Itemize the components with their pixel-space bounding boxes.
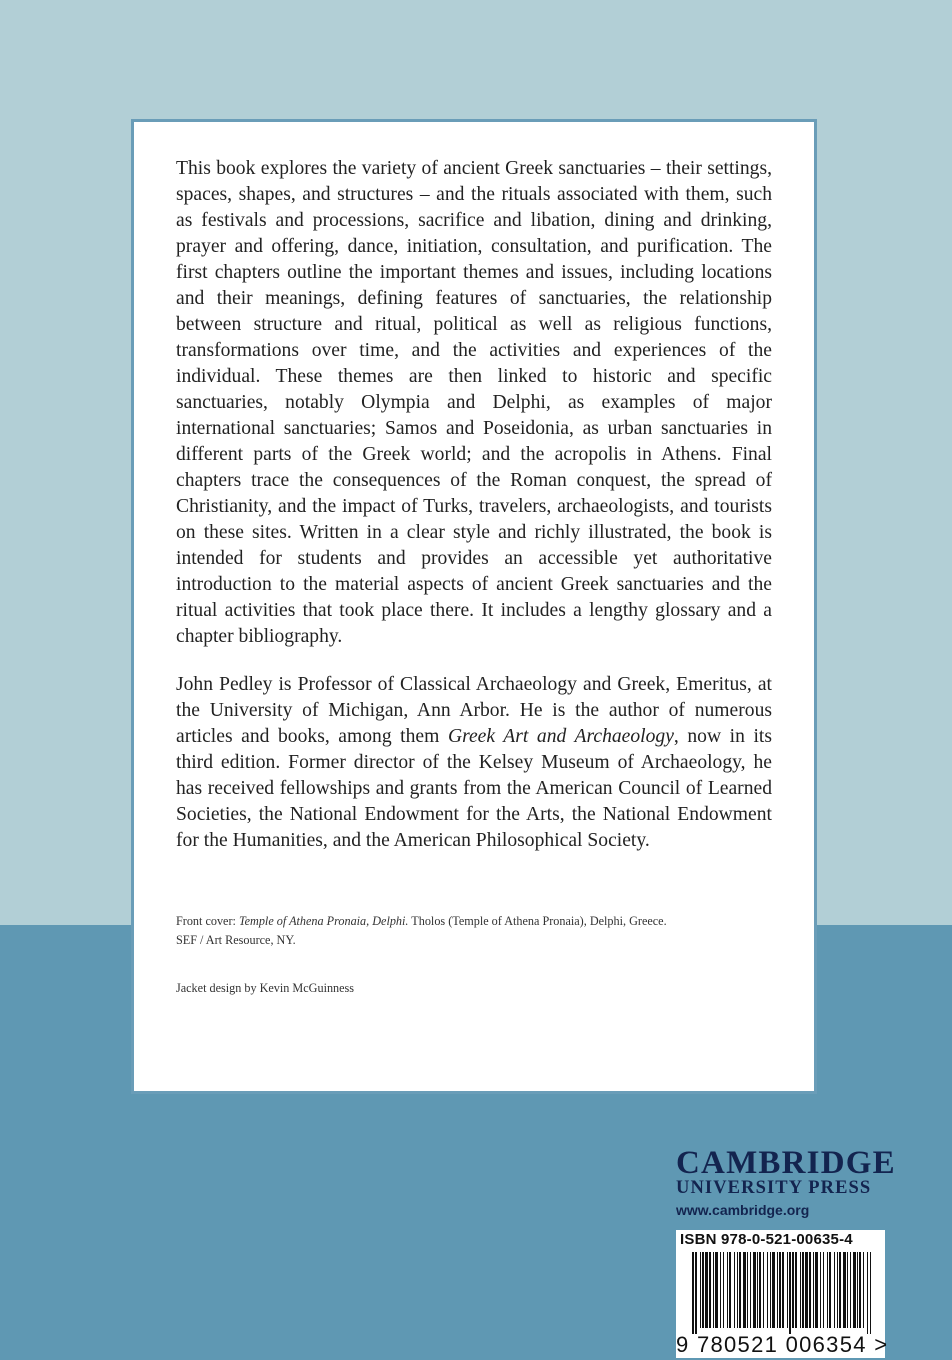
barcode-bar (723, 1252, 724, 1328)
barcode-bar (739, 1252, 741, 1328)
author-book-title: Greek Art and Archaeology (447, 726, 674, 747)
barcode-bar (813, 1252, 814, 1328)
barcode-bar (715, 1252, 718, 1328)
author-bio-text-1: John Pedley is Professor of Classical Archaeology and Greek, Emeritus, at the University of Michigan, Ann Arbor. He is the author of numerous articles and books, among them (176, 674, 772, 747)
barcode-bar (843, 1252, 846, 1328)
jacket-design-credit: Jacket design by Kevin McGuinness (176, 981, 355, 995)
barcode-bar (770, 1252, 771, 1328)
barcode-bar (787, 1252, 788, 1328)
barcode-bar (759, 1252, 761, 1328)
barcode-bar (850, 1252, 851, 1328)
barcode-bar (777, 1252, 778, 1328)
barcode-bar (782, 1252, 784, 1328)
barcode-bar (729, 1252, 731, 1328)
barcode-bar (727, 1252, 728, 1328)
barcode-bar (805, 1252, 808, 1328)
description-paragraph: This book explores the variety of ancient Greek sanctuaries – their settings, spaces, shapes, and structures – and the rituals associated with them, such as festivals and processions, sacrifice and libation, dining and drinking, prayer and offering, dance, initiation, consultation, and purification. The first chapters outline the important themes and issues, including locations and their meanings, defining features of sanctuaries, the relationship between structure and ritual, political as well as religious functions, transformations over time, and the activities and experiences of the individual. These themes are then linked to historic and specific sanctuaries, notably Olympia and Delphi, as examples of major international sanctuaries; Samos and Poseidonia, as urban sanctuaries in different parts of the Greek world; and the acropolis in Athens. Final chapters trace the consequences of the Roman conquest, the spread of Christianity, and the impact of Turks, travelers, archaeologists, and tourists on these sites. Written in a clear style and richly illustrated, the book is intended for students and provides an accessible yet authoritative introduction to the material aspects of ancient Greek sanctuaries and the ritual activities that took place there. It includes a lengthy glossary and a chapter bibliography. (176, 158, 772, 647)
barcode-bar (853, 1252, 856, 1328)
barcode-bar (827, 1252, 828, 1328)
barcode-bar (779, 1252, 781, 1328)
barcode-bar (695, 1252, 697, 1334)
barcode-bar (757, 1252, 758, 1328)
barcode-bar (734, 1252, 735, 1328)
publisher-press: UNIVERSITY PRESS (676, 1178, 872, 1198)
barcode-bar (705, 1252, 708, 1328)
barcode-bar (753, 1252, 756, 1328)
barcode-bar (737, 1252, 738, 1328)
front-cover-credit (176, 912, 776, 950)
barcode-bar (789, 1252, 791, 1334)
barcode-bar (750, 1252, 751, 1328)
barcode-bar (767, 1252, 768, 1328)
barcode-bar (863, 1252, 864, 1328)
barcode-bar (743, 1252, 746, 1328)
barcode-bar (709, 1252, 711, 1328)
barcode-bar (859, 1252, 861, 1328)
barcode-bar (815, 1252, 818, 1328)
book-blurb (176, 156, 772, 854)
barcode-bar (713, 1252, 714, 1328)
barcode-bar (795, 1252, 797, 1328)
front-cover-description: Tholos (Temple of Athena Pronaia), Delphi, Greece. (408, 914, 667, 928)
barcode-digits: 9 780521 006354 > (676, 1332, 889, 1357)
barcode-bar (837, 1252, 838, 1328)
publisher-name: CAMBRIDGE (676, 1145, 896, 1181)
publisher-logo (676, 1145, 896, 1218)
barcode-bar (839, 1252, 841, 1328)
barcode-bar (857, 1252, 858, 1328)
front-cover-source: SEF / Art Resource, NY. (176, 933, 296, 947)
barcode-bar (792, 1252, 794, 1328)
barcode-bar (847, 1252, 848, 1328)
barcode-bar (802, 1252, 804, 1328)
barcode-bar (809, 1252, 811, 1328)
barcode-bar (829, 1252, 831, 1328)
barcode-bar (772, 1252, 775, 1328)
publisher-url: www.cambridge.org (676, 1202, 810, 1218)
barcode-bar (720, 1252, 721, 1328)
barcode-bar (820, 1252, 821, 1328)
barcode-bar (870, 1252, 871, 1334)
barcode-bar (692, 1252, 694, 1334)
barcode-bar (823, 1252, 824, 1328)
cover-credits (176, 912, 776, 998)
barcode-block (676, 1230, 889, 1358)
barcode-bar (867, 1252, 868, 1334)
author-bio-text-2: , now in its third edition. Former director of the Kelsey Museum of Archaeology, he has received fellowships and grants from the American Council of Learned Societies, the National Endowment for the Arts, the National Endowment for the Humanities, and the American Philosophical Society. (176, 726, 772, 851)
barcode-bar (747, 1252, 748, 1328)
barcode-bar (702, 1252, 704, 1328)
barcode-bar (834, 1252, 835, 1328)
barcode-bar (763, 1252, 764, 1328)
barcode-bars (676, 1252, 885, 1334)
author-bio-paragraph (176, 672, 772, 854)
front-cover-label: Front cover: (176, 914, 239, 928)
isbn-label: ISBN 978-0-521-00635-4 (680, 1231, 853, 1248)
barcode-bar (800, 1252, 801, 1328)
front-cover-title: Temple of Athena Pronaia, Delphi. (238, 914, 409, 928)
barcode-bar (700, 1252, 701, 1328)
